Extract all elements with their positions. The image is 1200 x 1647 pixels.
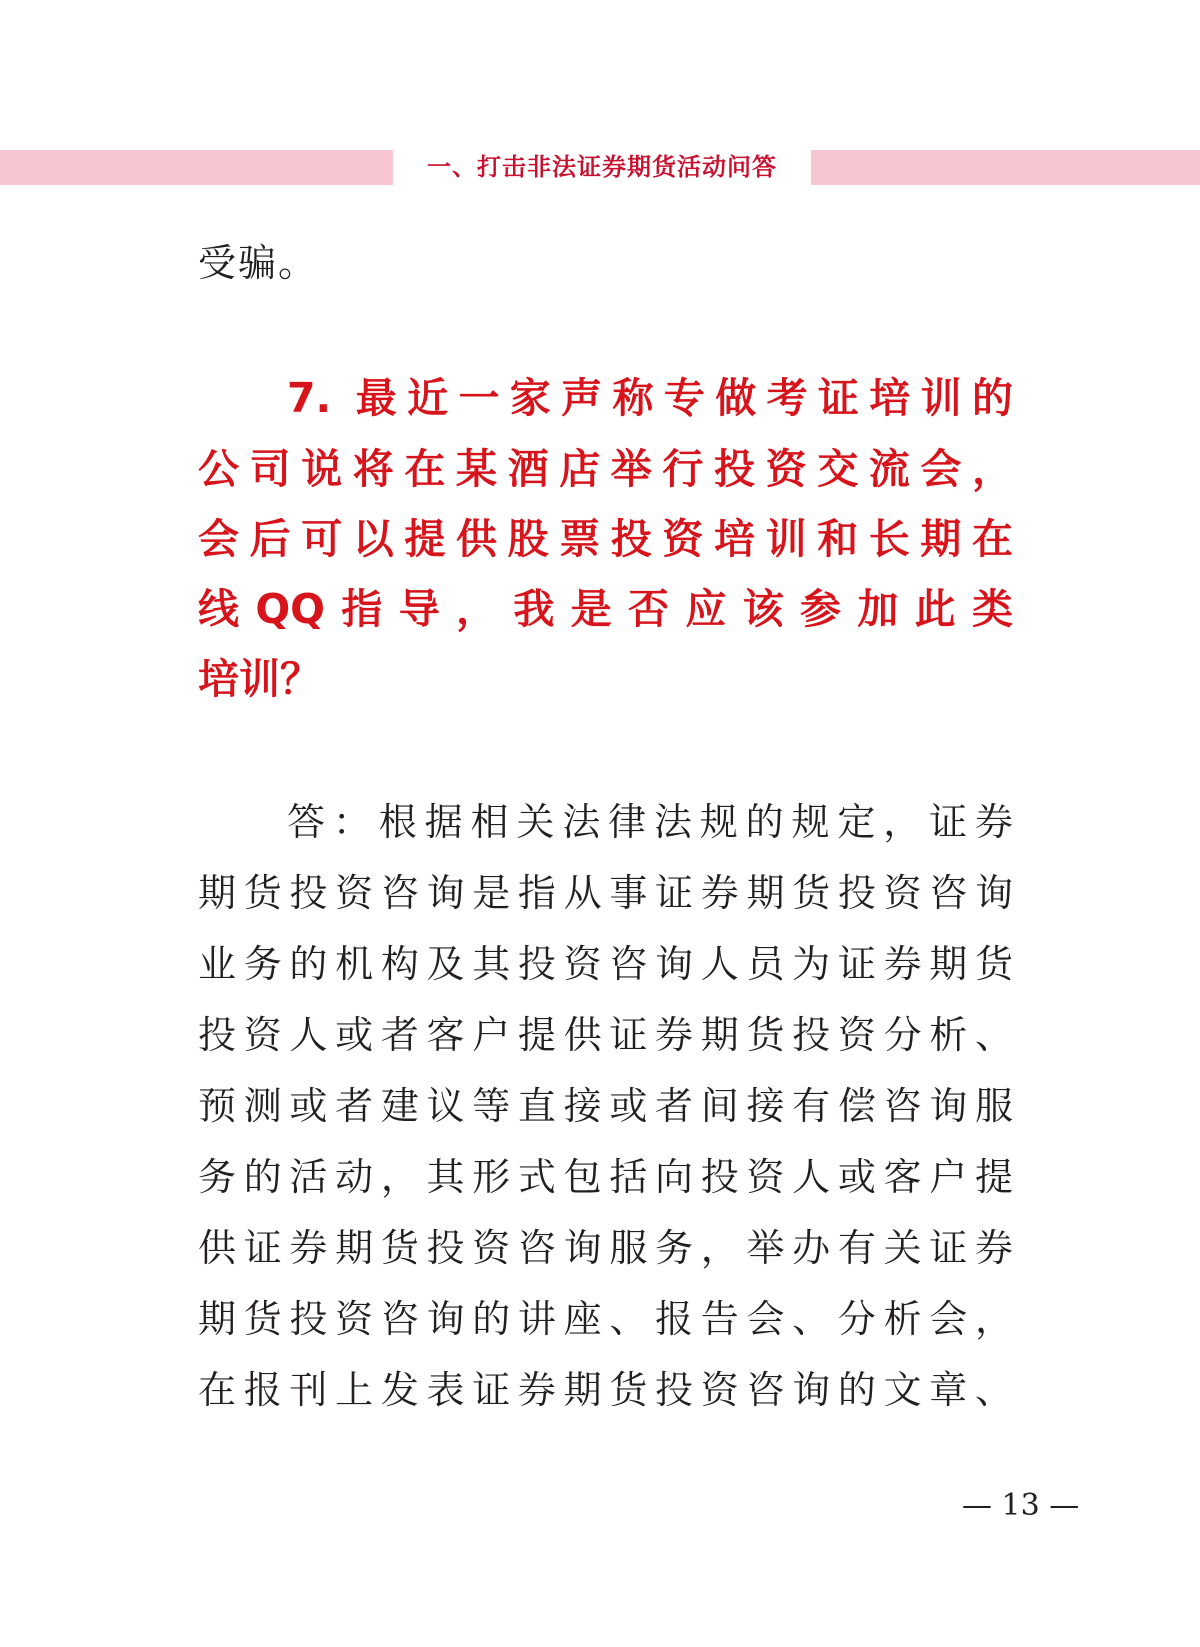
page-number: — 13 — <box>962 1488 1080 1523</box>
answer-line: 答：根据相关法律法规的规定，证券 <box>287 800 1013 844</box>
continued-text: 受骗。 <box>198 241 319 285</box>
answer-line: 预测或者建议等直接或者间接有偿咨询服 <box>198 1084 1013 1128</box>
answer-line: 期货投资咨询是指从事证券期货投资咨询 <box>198 871 1013 915</box>
question-line: 7. 最近一家声称专做考证培训的 <box>287 374 1013 422</box>
header-band-left <box>0 150 393 185</box>
running-header <box>0 150 1200 185</box>
question-line: 培训？ <box>198 655 321 703</box>
question-line: 线QQ指导，我是否应该参加此类 <box>198 585 1013 633</box>
answer-line: 在报刊上发表证券期货投资咨询的文章、 <box>198 1368 1013 1412</box>
section-title: 一、打击非法证券期货活动问答 <box>427 153 777 181</box>
answer-line: 务的活动，其形式包括向投资人或客户提 <box>198 1155 1013 1199</box>
answer-line: 业务的机构及其投资咨询人员为证券期货 <box>198 942 1013 986</box>
question-line: 会后可以提供股票投资培训和长期在 <box>198 515 1013 563</box>
header-band-right <box>811 150 1200 185</box>
answer-line: 投资人或者客户提供证券期货投资分析、 <box>198 1013 1013 1057</box>
answer-line: 期货投资咨询的讲座、报告会、分析会， <box>198 1297 1013 1341</box>
answer-line: 供证券期货投资咨询服务，举办有关证券 <box>198 1226 1013 1270</box>
question-line: 公司说将在某酒店举行投资交流会， <box>198 445 1013 493</box>
